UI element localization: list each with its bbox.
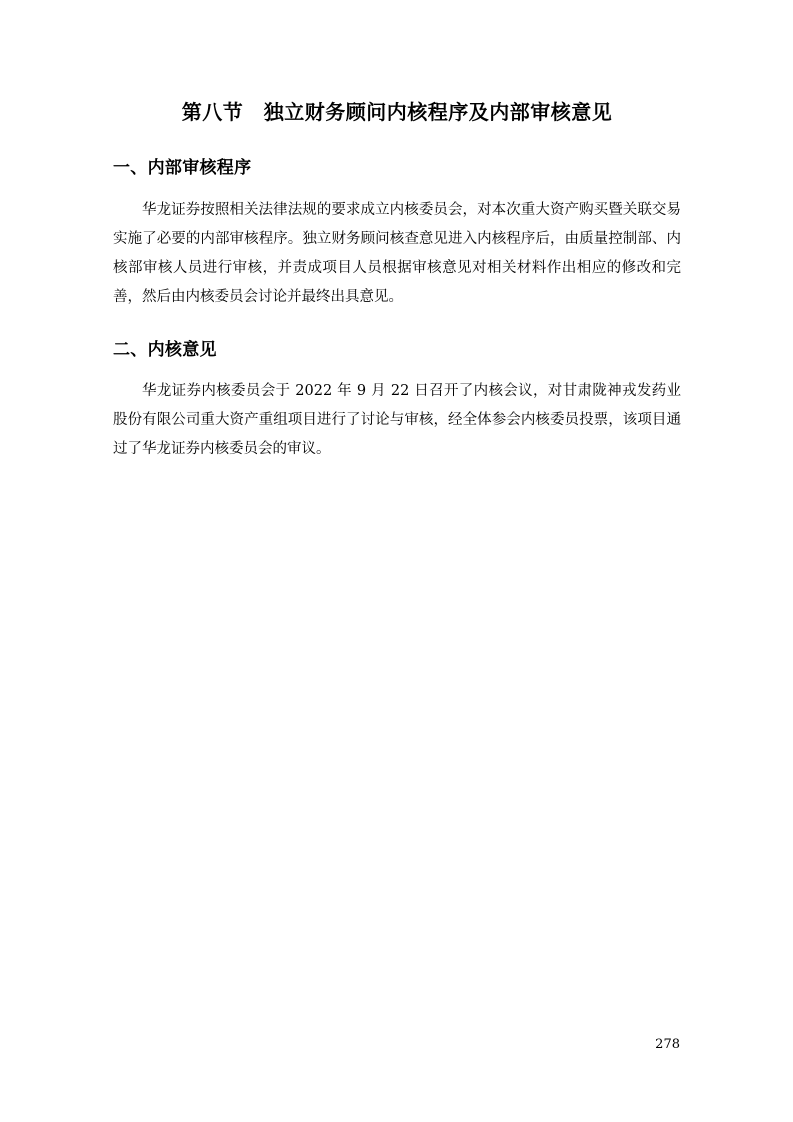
section-paragraph: 华龙证券按照相关法律法规的要求成立内核委员会，对本次重大资产购买暨关联交易实施了必要的内部审核程序。独立财务顾问核查意见进入内核程序后，由质量控制部、内核部审核人员进行审核，并责成项目人员根据审核意见对相关材料作出相应的修改和完善，然后由内核委员会讨论并最终出具意见。 <box>113 201 681 305</box>
section-heading: 一、内部审核程序 <box>113 158 252 178</box>
page-number: 278 <box>655 1037 680 1052</box>
page-title: 第八节 独立财务顾问内核程序及内部审核意见 <box>181 100 613 124</box>
section-paragraph: 华龙证券内核委员会于 2022 年 9 月 22 日召开了内核会议，对甘肃陇神戎发药业股份有限公司重大资产重组项目进行了讨论与审核，经全体参会内核委员投票，该项目通过了华龙证券内核委员会的审议。 <box>113 383 681 457</box>
section-internal-audit-procedure <box>113 156 681 312</box>
section-internal-review-opinion <box>113 338 681 465</box>
page-content <box>113 98 681 474</box>
section-heading: 二、内核意见 <box>113 339 217 360</box>
